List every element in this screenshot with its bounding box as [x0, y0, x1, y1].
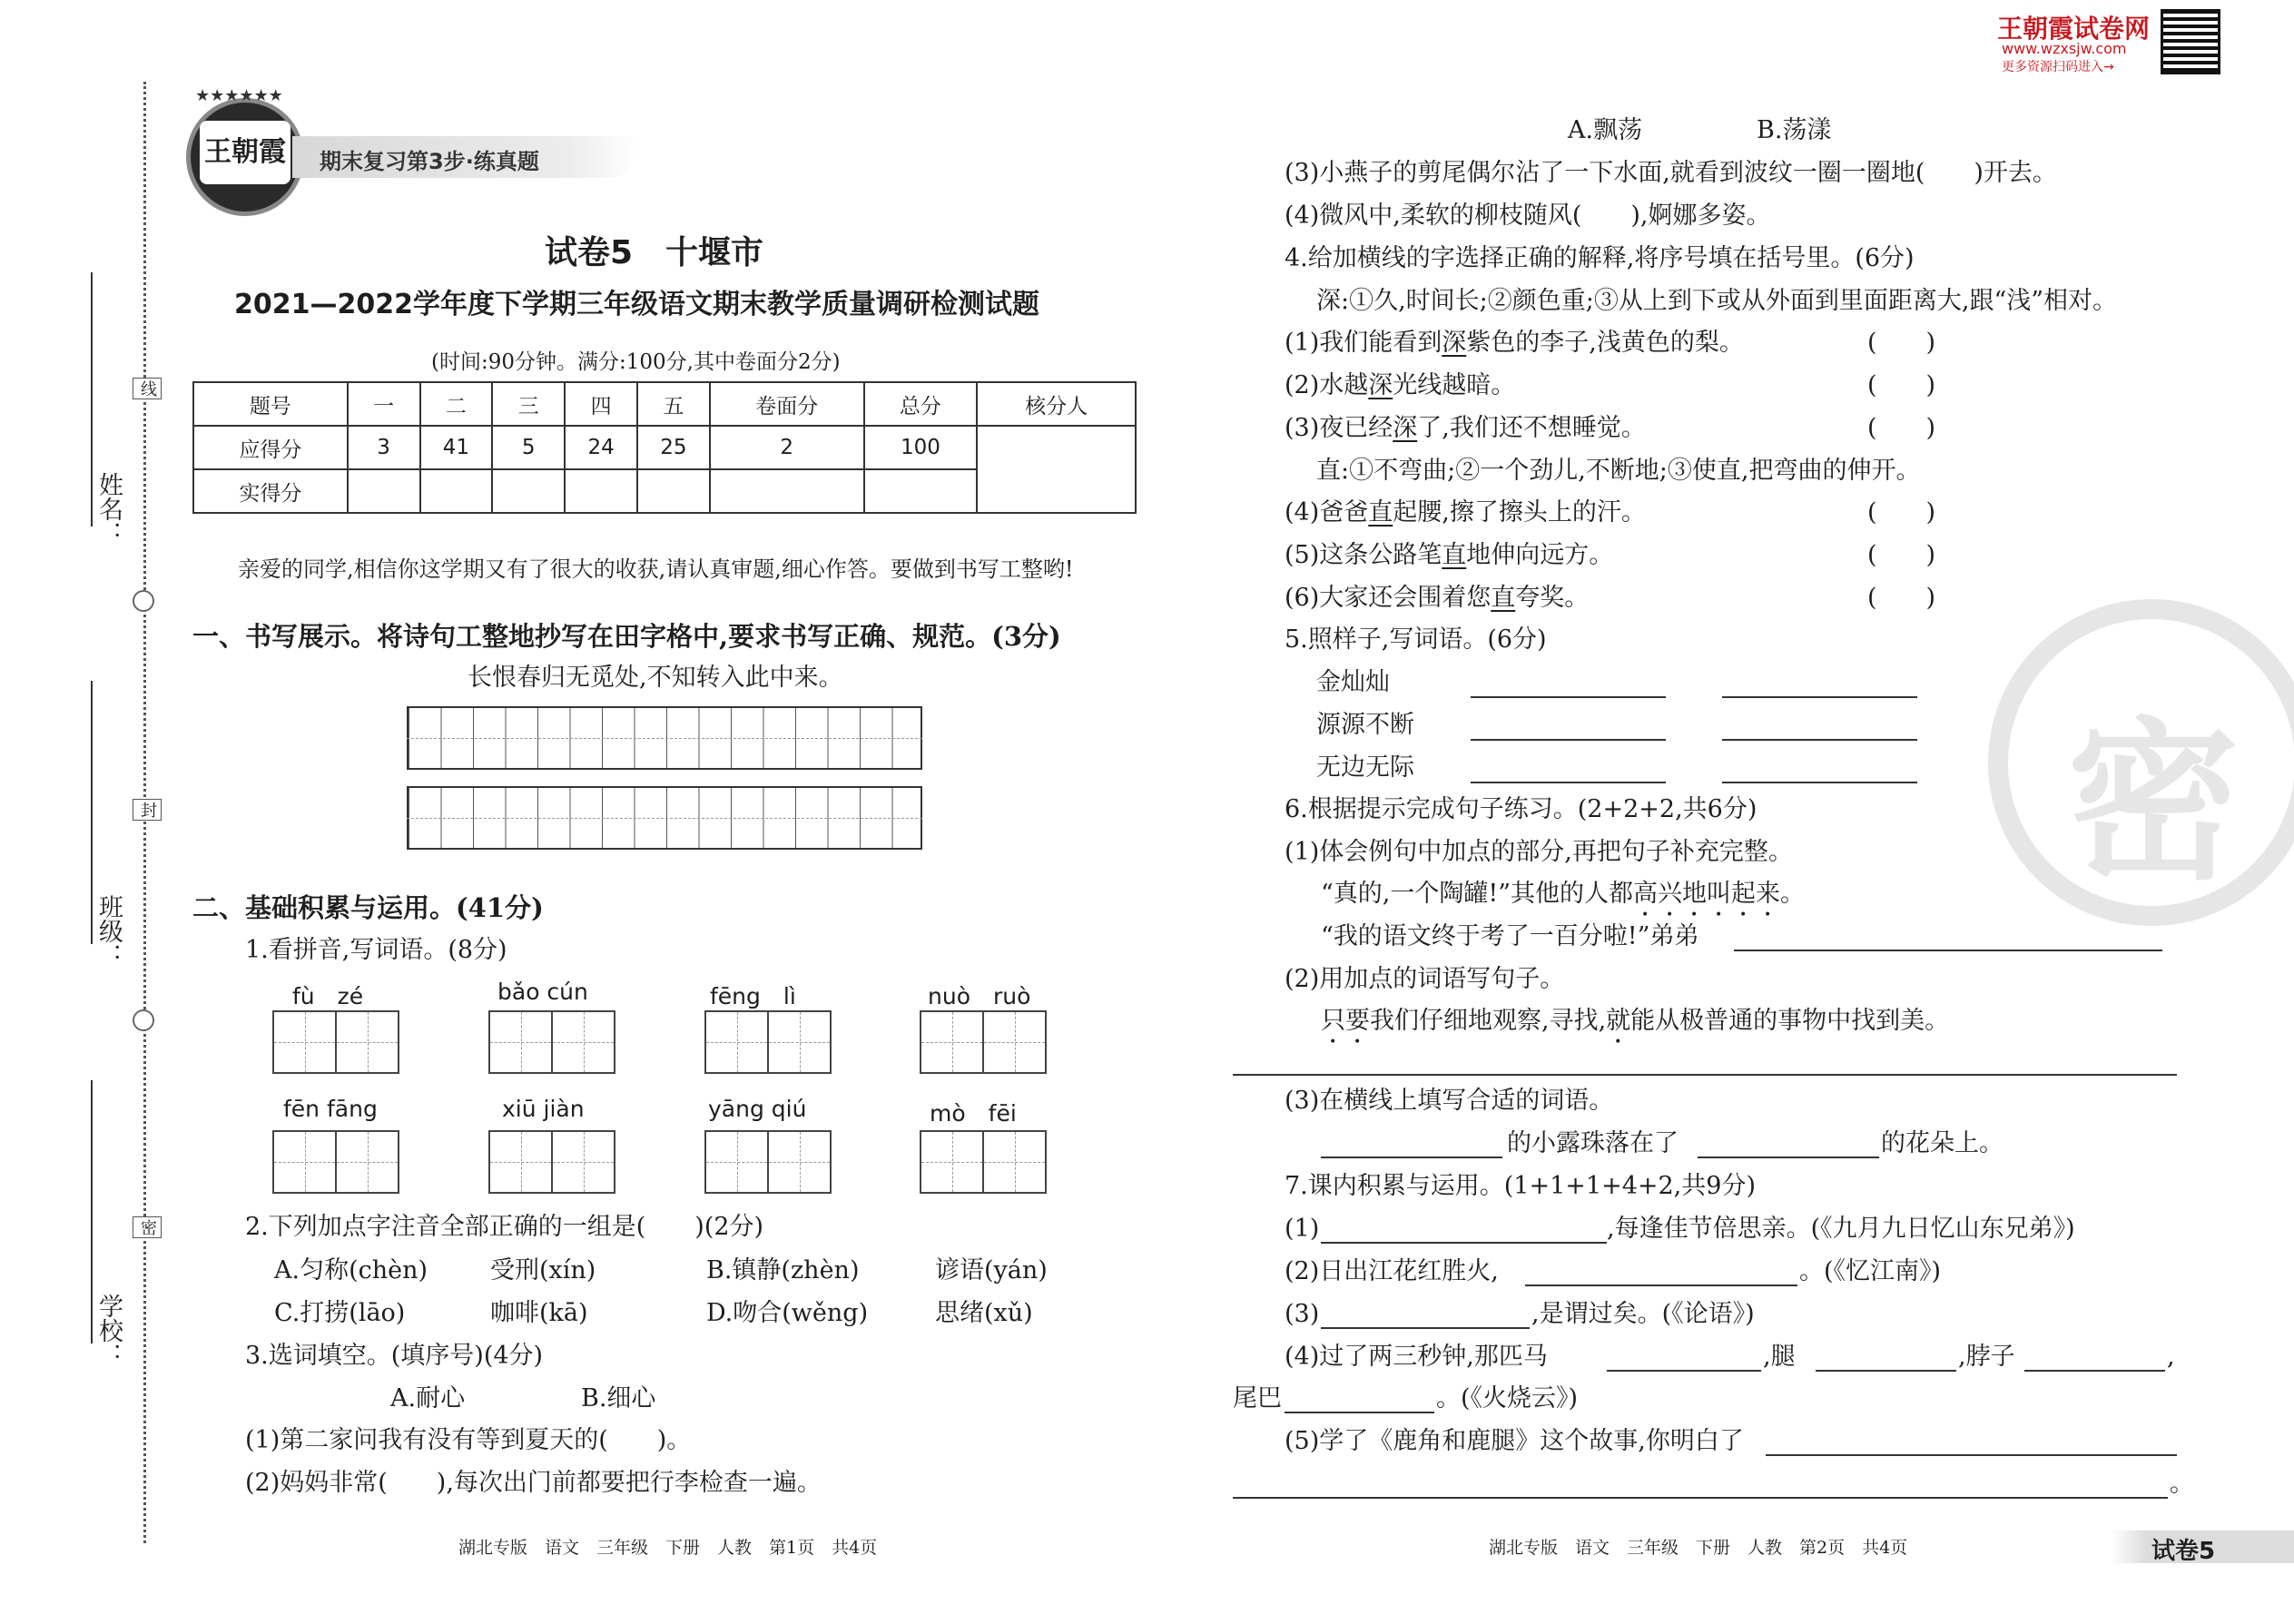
q7-4-blank-4[interactable] [1285, 1412, 1434, 1413]
table-row [193, 426, 1136, 469]
q7-4-tail: 尾巴 [1233, 1384, 1282, 1412]
q2-option-b[interactable]: B.镇静(zhèn) [706, 1256, 860, 1284]
q7-5-end: 。 [2170, 1470, 2194, 1498]
q6-2-mid: 我们仔细地观察,寻找, [1370, 1007, 1607, 1035]
char-box-pair[interactable] [488, 1010, 615, 1074]
q2-option-b2: 谚语(yán) [935, 1256, 1048, 1284]
q4-item-6 [1285, 583, 1589, 614]
q4-item-3 [1285, 413, 1646, 444]
q6-example [1321, 879, 1805, 922]
banner-text: 期末复习第3步·练真题 [320, 149, 539, 174]
q4-1-key: 深 [1442, 329, 1467, 357]
poem-line: 长恨春归无觅处,不知转入此中来。 [468, 664, 843, 692]
q6-2-dot-b: 就 [1606, 1007, 1631, 1035]
logo-text: 王朝霞 [204, 136, 286, 168]
zhi-defs: 直:①不弯曲;②一个劲儿,不断地;③使直,把弯曲的伸开。 [1316, 457, 1921, 485]
q5-title: 5.照样子,写词语。(6分) [1285, 625, 1547, 654]
section-1-title: 一、书写展示。将诗句工整地抄写在田字格中,要求书写正确、规范。(3分) [192, 621, 1061, 652]
q4-2-pre: (2)水越 [1285, 371, 1369, 399]
q7-5-text: (5)学了《鹿角和鹿腿》这个故事,你明白了 [1285, 1427, 1744, 1455]
table-cell: 24 [565, 426, 637, 469]
score-input-cell[interactable] [864, 469, 978, 513]
char-box-pair[interactable] [704, 1010, 832, 1074]
q2-option-d2: 思绪(xǔ) [935, 1299, 1033, 1327]
char-box-pair[interactable] [920, 1010, 1047, 1074]
table-cell: 实得分 [193, 469, 348, 513]
char-box-pair[interactable] [272, 1010, 399, 1074]
page-title: 试卷5 十堰市 [545, 234, 764, 271]
q3-title: 3.选词填空。(填序号)(4分) [245, 1342, 544, 1370]
table-cell: 41 [420, 426, 493, 469]
score-input-cell[interactable] [348, 469, 420, 513]
q7-2-blank[interactable] [1525, 1284, 1797, 1286]
table-header: 四 [565, 382, 637, 426]
table-cell: 2 [710, 426, 864, 469]
q4-3-pre: (3)夜已经 [1285, 414, 1393, 442]
q6-2-answer-line[interactable] [1233, 1074, 2177, 1076]
q2-option-a2: 受刑(xín) [490, 1256, 596, 1284]
table-header: 核分人 [977, 382, 1136, 426]
q5-blank[interactable] [1471, 696, 1666, 698]
q2-option-d[interactable]: D.吻合(wěng) [706, 1299, 869, 1327]
checker-cell[interactable] [977, 426, 1136, 513]
r-item-3[interactable]: (3)小燕子的剪尾偶尔沾了一下水面,就看到波纹一圈一圈地( )开去。 [1285, 159, 2057, 187]
q7-2-end: 。(《忆江南》) [1799, 1257, 1942, 1285]
q6-ex-dotted: 高兴地叫起来 [1633, 880, 1781, 908]
score-input-cell[interactable] [420, 469, 493, 513]
q2-title: 2.下列加点字注音全部正确的一组是( )(2分) [245, 1213, 764, 1241]
q6-2-dot-a: 只要 [1321, 1007, 1370, 1035]
score-input-cell[interactable] [565, 469, 637, 513]
q4-answer-1[interactable]: ( ) [1867, 329, 1936, 357]
table-cell: 25 [637, 426, 710, 469]
q6-3-blank-2[interactable] [1698, 1156, 1879, 1158]
pinyin-label: xiū jiàn [502, 1096, 585, 1122]
pinyin-label: bǎo cún [497, 979, 588, 1005]
q6-fill-prompt: “我的语文终于考了一百分啦!”弟弟 [1321, 922, 1699, 950]
q4-1-pre: (1)我们能看到 [1285, 329, 1442, 357]
table-cell: 3 [348, 426, 420, 469]
table-header: 二 [420, 382, 493, 426]
char-box-pair[interactable] [272, 1130, 399, 1194]
q5-word-2: 源源不断 [1316, 711, 1414, 739]
q3-item-1[interactable]: (1)第二家问我有没有等到夏天的( )。 [245, 1426, 692, 1454]
q5-blank[interactable] [1722, 782, 1917, 783]
q4-2-post: 光线越暗。 [1393, 371, 1516, 399]
qr-code-icon[interactable] [2161, 9, 2220, 74]
q2-option-c[interactable]: C.打捞(lāo) [274, 1299, 406, 1327]
pinyin-label: fēn fāng [283, 1096, 378, 1122]
q4-6-post: 夸奖。 [1515, 584, 1590, 612]
q3-item-2[interactable]: (2)妈妈非常( ),每次出门前都要把行李检查一遍。 [245, 1469, 822, 1497]
q4-answer-2[interactable]: ( ) [1867, 371, 1936, 399]
table-header: 一 [348, 382, 420, 426]
q4-item-1 [1285, 328, 1744, 359]
q4-4-pre: (4)爸爸 [1285, 498, 1369, 527]
q7-3-num: (3) [1285, 1300, 1320, 1328]
q7-5-blank-1[interactable] [1766, 1454, 2177, 1456]
q7-title: 7.课内积累与运用。(1+1+1+4+2,共9分) [1285, 1172, 1756, 1200]
q7-4-text: (4)过了两三秒钟,那匹马 [1285, 1343, 1548, 1371]
school-label: 学校： [94, 1294, 123, 1367]
section-2-title: 二、基础积累与运用。(41分) [192, 892, 544, 923]
q6-3-mid: 的小露珠落在了 [1507, 1129, 1679, 1157]
q7-4-leg: ,腿 [1763, 1343, 1796, 1371]
q7-4-neck: ,脖子 [1958, 1343, 2015, 1371]
table-cell: 5 [492, 426, 565, 469]
logo [186, 98, 304, 216]
q4-answer-5[interactable]: ( ) [1867, 541, 1936, 569]
q3-choice-a: A.耐心 [390, 1384, 466, 1412]
q4-4-post: 起腰,擦了擦头上的汗。 [1393, 498, 1646, 527]
score-table [192, 381, 1137, 514]
char-box-pair[interactable] [920, 1130, 1047, 1194]
table-header: 总分 [864, 382, 978, 426]
q4-5-post: 地伸向远方。 [1466, 541, 1614, 569]
side-mark-1: 线 [133, 378, 162, 399]
score-input-cell[interactable] [637, 469, 710, 513]
table-header: 三 [492, 382, 565, 426]
footer-left: 湖北专版 语文 三年级 下册 人教 第1页 共4页 [458, 1538, 878, 1558]
q6-ex-pre: “真的,一个陶罐!”其他的人都 [1321, 880, 1634, 908]
q7-1-num: (1) [1285, 1215, 1320, 1243]
q7-4-blank-2[interactable] [1816, 1370, 1956, 1372]
q7-3-text: ,是谓过矣。(《论语》) [1531, 1300, 1755, 1328]
q6-3-blank-1[interactable] [1321, 1156, 1502, 1158]
q7-1-blank[interactable] [1321, 1242, 1607, 1244]
header-banner [292, 136, 637, 178]
q6-2-end: 能从极普通的事物中找到美。 [1630, 1007, 1950, 1035]
footer-tag: 试卷5 [2151, 1538, 2216, 1565]
writing-grid-2-mid [407, 818, 922, 819]
q5-blank[interactable] [1471, 739, 1666, 741]
binding-dot-icon [133, 590, 154, 612]
q7-1-text: ,每逢佳节倍思亲。(《九月九日忆山东兄弟》) [1607, 1215, 2075, 1243]
site-url[interactable]: www.wzxsjw.com [2002, 40, 2127, 57]
q7-3-blank[interactable] [1321, 1327, 1530, 1329]
q6-3-title: (3)在横线上填写合适的词语。 [1285, 1087, 1614, 1115]
footer-right: 湖北专版 语文 三年级 下册 人教 第2页 共4页 [1489, 1538, 1908, 1558]
intro-text: 亲爱的同学,相信你这学期又有了很大的收获,请认真审题,细心作答。要做到书写工整哟! [238, 556, 1074, 582]
table-header: 题号 [193, 382, 348, 426]
q5-blank[interactable] [1471, 782, 1666, 783]
q4-answer-6[interactable]: ( ) [1867, 584, 1936, 612]
q4-5-pre: (5)这条公路笔 [1285, 541, 1442, 569]
q6-2-title: (2)用加点的词语写句子。 [1285, 965, 1565, 993]
q5-blank[interactable] [1722, 696, 1917, 698]
logo-stars: ★★★★★★ [195, 86, 283, 105]
q4-item-2 [1285, 370, 1515, 401]
q5-blank[interactable] [1722, 739, 1917, 741]
side-mark-3: 密 [133, 1216, 162, 1238]
pinyin-label: mò fēi [930, 1100, 1017, 1127]
q5-word-1: 金灿灿 [1316, 668, 1390, 696]
char-box-pair[interactable] [704, 1130, 832, 1194]
q7-4-comma: , [2167, 1343, 2175, 1371]
q4-6-key: 直 [1491, 584, 1516, 612]
side-mark-2: 封 [133, 799, 162, 821]
q6-ex-post: 。 [1780, 880, 1806, 908]
score-input-cell[interactable] [710, 469, 864, 513]
pinyin-label: yāng qiú [708, 1096, 807, 1122]
q5-word-3: 无边无际 [1316, 753, 1414, 782]
q4-answer-4[interactable]: ( ) [1867, 498, 1936, 527]
q4-3-key: 深 [1393, 414, 1418, 442]
table-row [193, 382, 1136, 426]
q7-2-text: (2)日出江花红胜火, [1285, 1257, 1499, 1285]
q6-3-end: 的花朵上。 [1881, 1129, 2004, 1157]
q6-2-sentence [1321, 1006, 1949, 1049]
pinyin-label: nuò ruò [928, 983, 1031, 1009]
q4-5-key: 直 [1442, 541, 1467, 569]
table-header: 卷面分 [710, 382, 864, 426]
q6-1-title: (1)体会例句中加点的部分,再把句子补充完整。 [1285, 838, 1793, 866]
q7-4-blank-3[interactable] [2024, 1370, 2165, 1372]
q7-4-source: 。(《火烧云》) [1436, 1384, 1579, 1412]
q4-2-key: 深 [1368, 371, 1393, 399]
q7-4-blank-1[interactable] [1607, 1370, 1761, 1372]
class-label: 班级： [94, 894, 123, 968]
table-cell: 100 [864, 426, 978, 469]
q4-1-post: 紫色的李子,浅黄色的梨。 [1466, 329, 1744, 357]
r-opt-a: A.飘荡 [1568, 116, 1643, 144]
q1-title: 1.看拼音,写词语。(8分) [245, 936, 507, 964]
q4-answer-3[interactable]: ( ) [1867, 414, 1936, 442]
site-logo[interactable]: 王朝霞试卷网 [1997, 14, 2151, 44]
char-box-pair[interactable] [488, 1130, 615, 1194]
watermark-text: 密 [2067, 701, 2240, 903]
scan-hint: 更多资源扫码进入→ [2002, 60, 2114, 74]
pinyin-label: fēng lì [710, 983, 796, 1009]
q6-fill-blank[interactable] [1734, 950, 2162, 951]
q4-6-pre: (6)大家还会围着您 [1285, 584, 1492, 612]
r-opt-b: B.荡漾 [1757, 116, 1832, 144]
q4-title: 4.给加横线的字选择正确的解释,将序号填在括号里。(6分) [1285, 244, 1915, 272]
name-label: 姓名： [94, 472, 123, 546]
q2-option-c2: 咖啡(kā) [490, 1299, 588, 1327]
exam-info: (时间:90分钟。满分:100分,其中卷面分2分) [431, 350, 841, 374]
table-cell: 应得分 [193, 426, 348, 469]
pinyin-label: fù zé [292, 983, 364, 1009]
binding-dot-icon [133, 1009, 154, 1031]
q4-4-key: 直 [1368, 498, 1393, 527]
q6-title: 6.根据提示完成句子练习。(2+2+2,共6分) [1285, 795, 1757, 823]
score-input-cell[interactable] [492, 469, 565, 513]
q4-item-5 [1285, 540, 1613, 571]
shen-defs: 深:①久,时间长;②颜色重;③从上到下或从外面到里面距离大,跟“浅”相对。 [1316, 287, 2118, 315]
watermark-seal-icon [1988, 599, 2294, 926]
q3-choice-b: B.细心 [581, 1384, 656, 1412]
q4-3-post: 了,我们还不想睡觉。 [1417, 414, 1646, 442]
logo-inner [200, 121, 290, 184]
writing-grid-1-mid [407, 738, 922, 739]
r-item-4[interactable]: (4)微风中,柔软的柳枝随风( ),婀娜多姿。 [1285, 202, 1771, 230]
q4-item-4 [1285, 497, 1646, 528]
table-header: 五 [637, 382, 710, 426]
q7-5-blank-2[interactable] [1233, 1497, 2168, 1499]
page-subtitle: 2021—2022学年度下学期三年级语文期末教学质量调研检测试题 [234, 289, 1039, 320]
q2-option-a[interactable]: A.匀称(chèn) [274, 1256, 428, 1284]
